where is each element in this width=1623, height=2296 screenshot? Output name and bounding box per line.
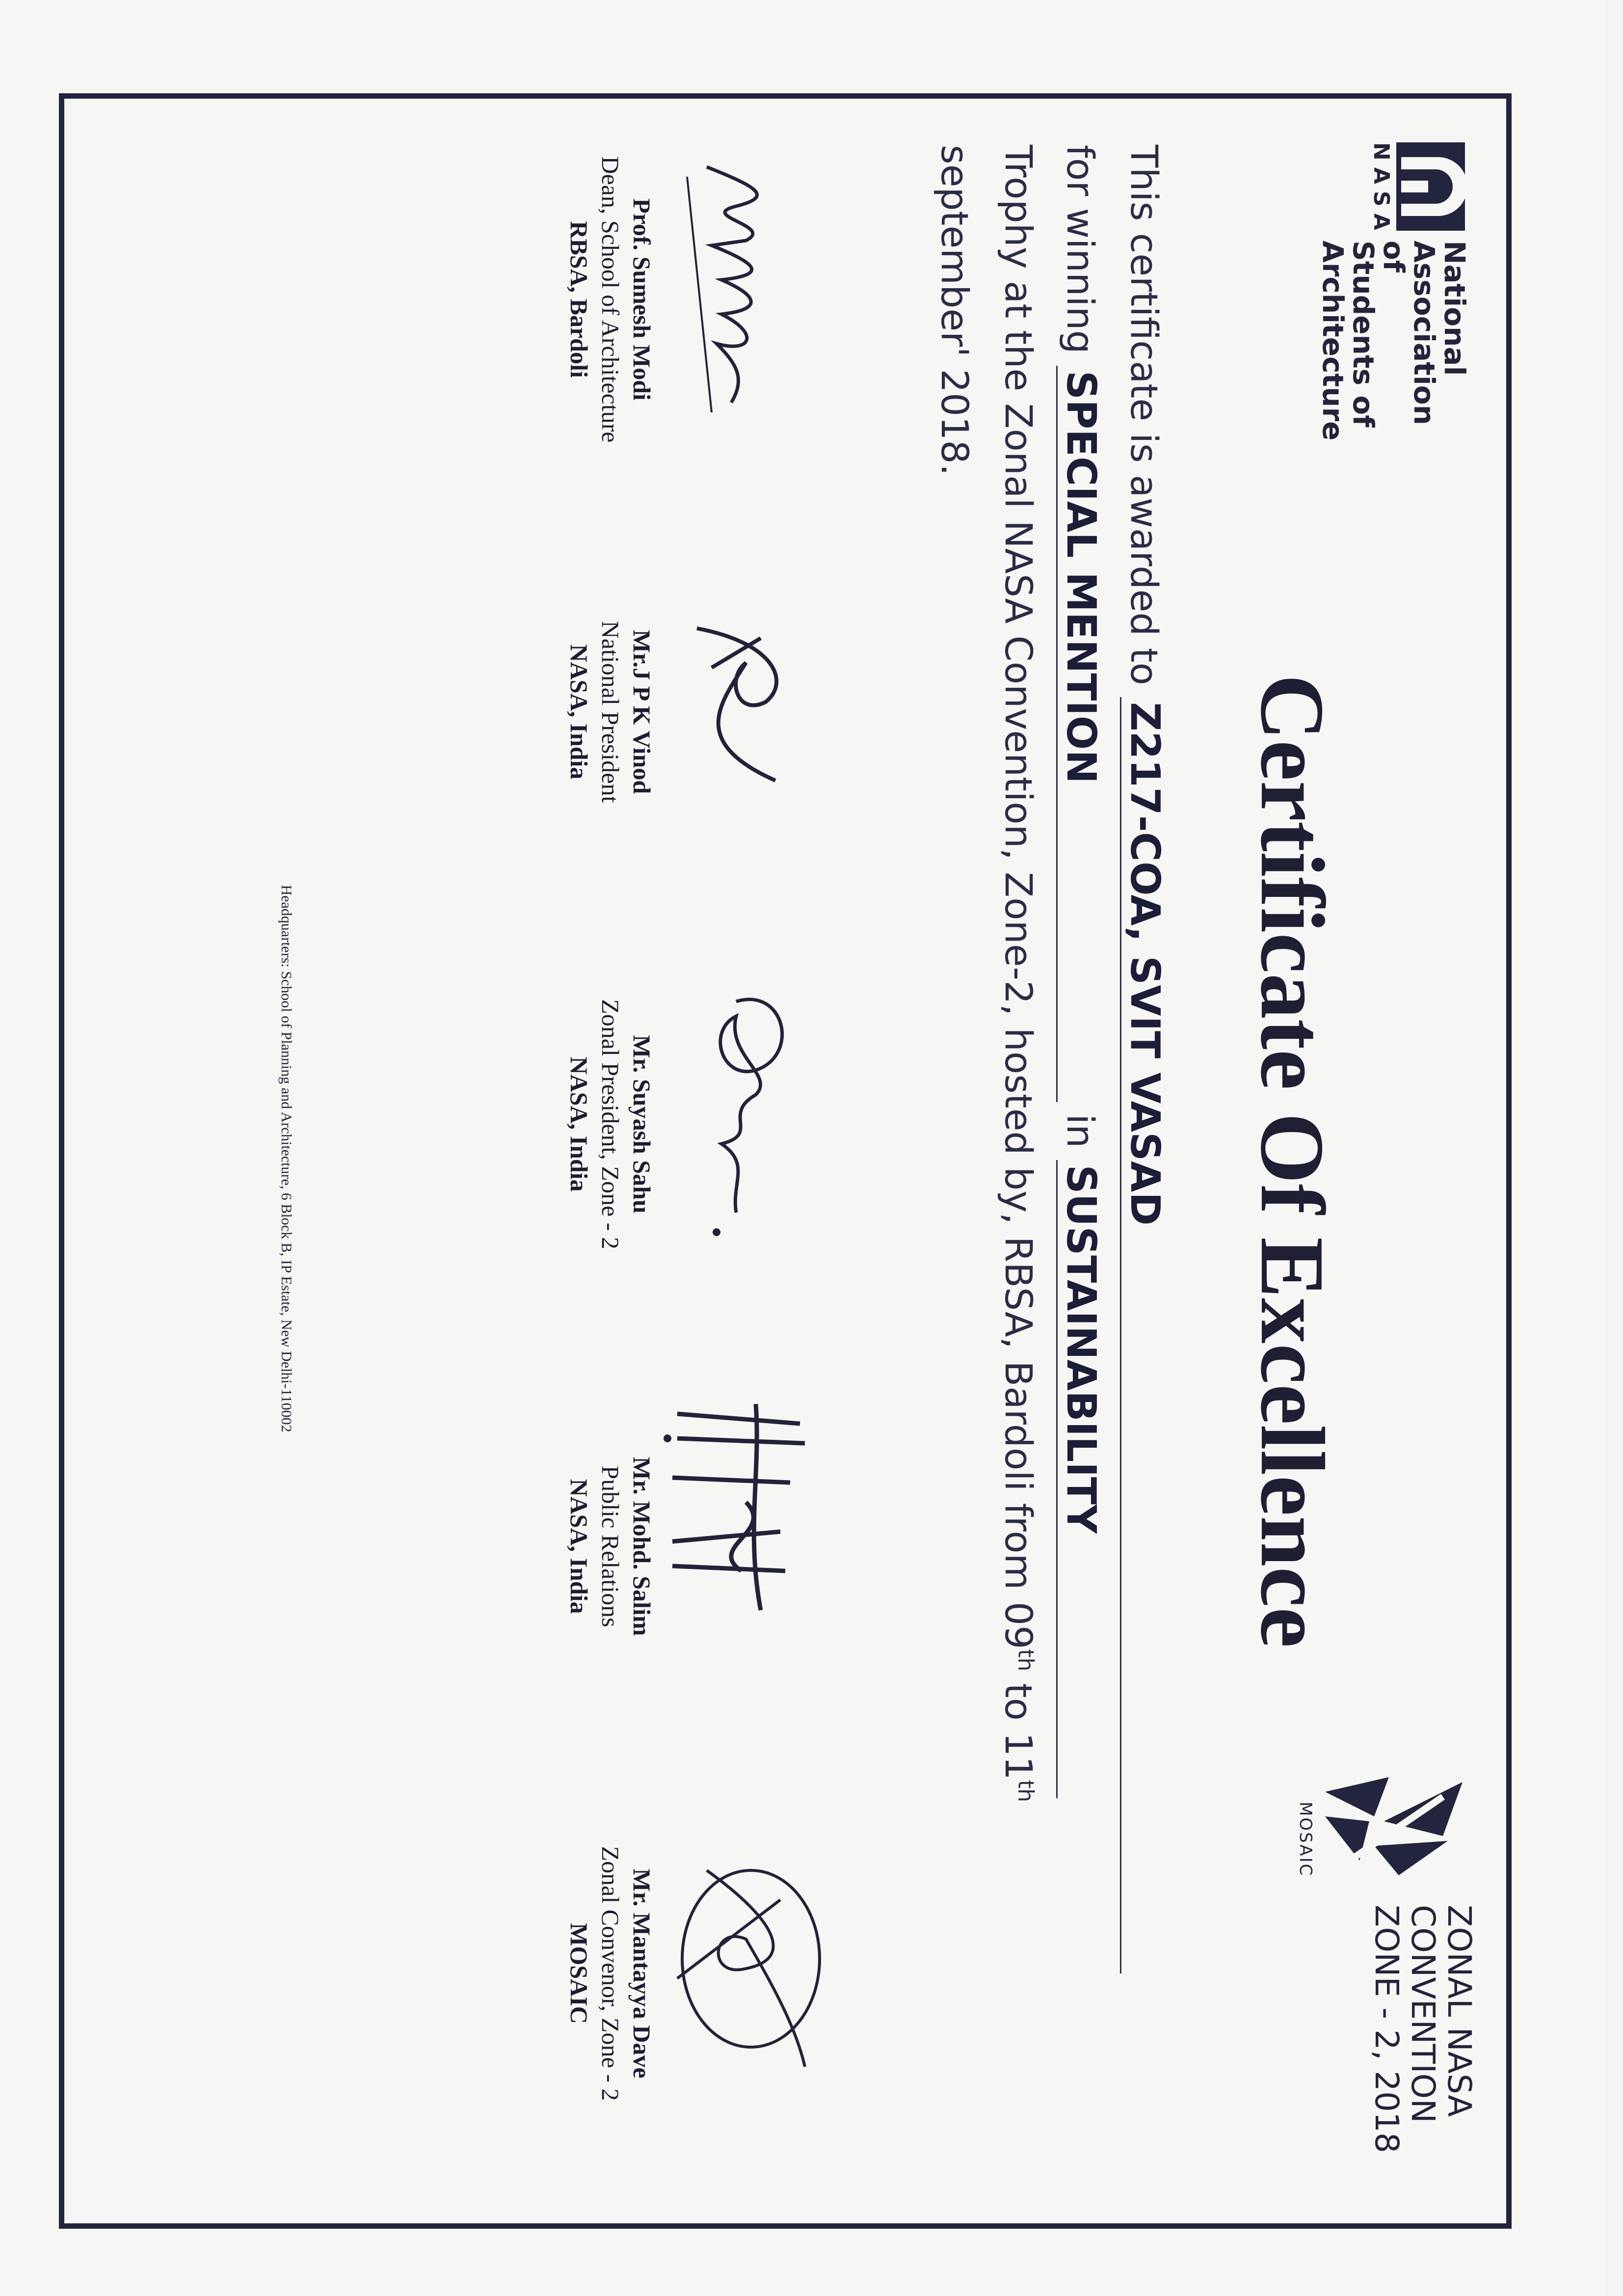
signatory-5-name: Mr. Mantayya Dave (628, 1868, 656, 2079)
awardee-value: Z217-COA, SVIT VASAD (1121, 702, 1168, 1226)
signatory-1-name: Prof. Sumesh Modi (628, 198, 656, 401)
signature-4 (658, 1384, 834, 1689)
signatory-4-name: Mr. Mohd. Salim (628, 1457, 656, 1636)
winning-line (1056, 145, 1104, 1798)
signature-5 (658, 1811, 834, 2116)
ordinal-suffix-1: th (1013, 1649, 1038, 1672)
nasa-logo-name: National Association of Students of Architecture (1316, 241, 1471, 441)
signatory-1 (563, 113, 658, 486)
mosaic-logo-label: MOSAIC (1296, 1802, 1315, 1877)
signatory-1-role: Dean, School of Architecture (597, 156, 624, 443)
nasa-logo (1316, 142, 1475, 441)
signatory-4-role: Public Relations (597, 1465, 624, 1627)
certificate (59, 93, 1512, 2229)
award-value: SPECIAL MENTION (1058, 370, 1104, 784)
signatory-3-role: Zonal President, Zone - 2 (597, 999, 624, 1249)
signature-1 (658, 147, 834, 452)
ordinal-suffix-2: th (1013, 1780, 1038, 1803)
convention-line-2: CONVENTION (1404, 1905, 1442, 2123)
signatory-2 (563, 525, 658, 898)
signature-3 (658, 957, 834, 1262)
to-text: to 11 (997, 1671, 1040, 1780)
award-field (1056, 366, 1104, 1102)
convention-heading (1368, 1905, 1477, 2180)
date-line: september' 2018. (933, 145, 977, 476)
awarded-prefix: This certificate is awarded to (1122, 145, 1166, 685)
certificate-title: Certificate Of Excellence (1242, 674, 1343, 1648)
awardee-field (1120, 697, 1168, 1973)
signatory-4 (563, 1360, 658, 1733)
signatory-5-role: Zonal Convenor, Zone - 2 (597, 1846, 624, 2101)
signatory-2-name: Mr.J P K Vinod (628, 629, 656, 794)
trophy-text: Trophy at the Zonal NASA Convention, Zone-2, hosted by, RBSA, Bardoli from 09 (997, 145, 1040, 1649)
nasa-logo-letters: NASA (1369, 142, 1394, 237)
signatory-5-org: MOSAIC (565, 1923, 593, 2024)
headquarters-footer: Headquarters: School of Planning and Architecture, 6 Block B, IP Estate, New Delhi-110002 (278, 885, 294, 1432)
signatory-5 (563, 1787, 658, 2160)
signatory-3-name: Mr. Suyash Sahu (628, 1035, 656, 1214)
signatory-4-org: NASA, India (565, 1479, 593, 1614)
winning-prefix: for winning (1059, 145, 1102, 354)
signatory-3-org: NASA, India (565, 1056, 593, 1192)
signatory-2-role: National President (597, 621, 624, 803)
convention-line-3: ZONE - 2, 2018 (1368, 1905, 1406, 2153)
signatory-3 (563, 938, 658, 1311)
category-value: SUSTAINABILITY (1058, 1164, 1104, 1534)
category-field (1056, 1160, 1104, 1798)
trophy-line (997, 145, 1040, 1802)
signatory-2-org: NASA, India (565, 644, 593, 780)
convention-line-1: ZONAL NASA (1440, 1905, 1478, 2117)
in-word: in (1059, 1114, 1102, 1148)
signatory-1-org: RBSA, Bardoli (565, 221, 593, 378)
awarded-line (1120, 145, 1168, 1973)
signature-2 (658, 555, 834, 859)
